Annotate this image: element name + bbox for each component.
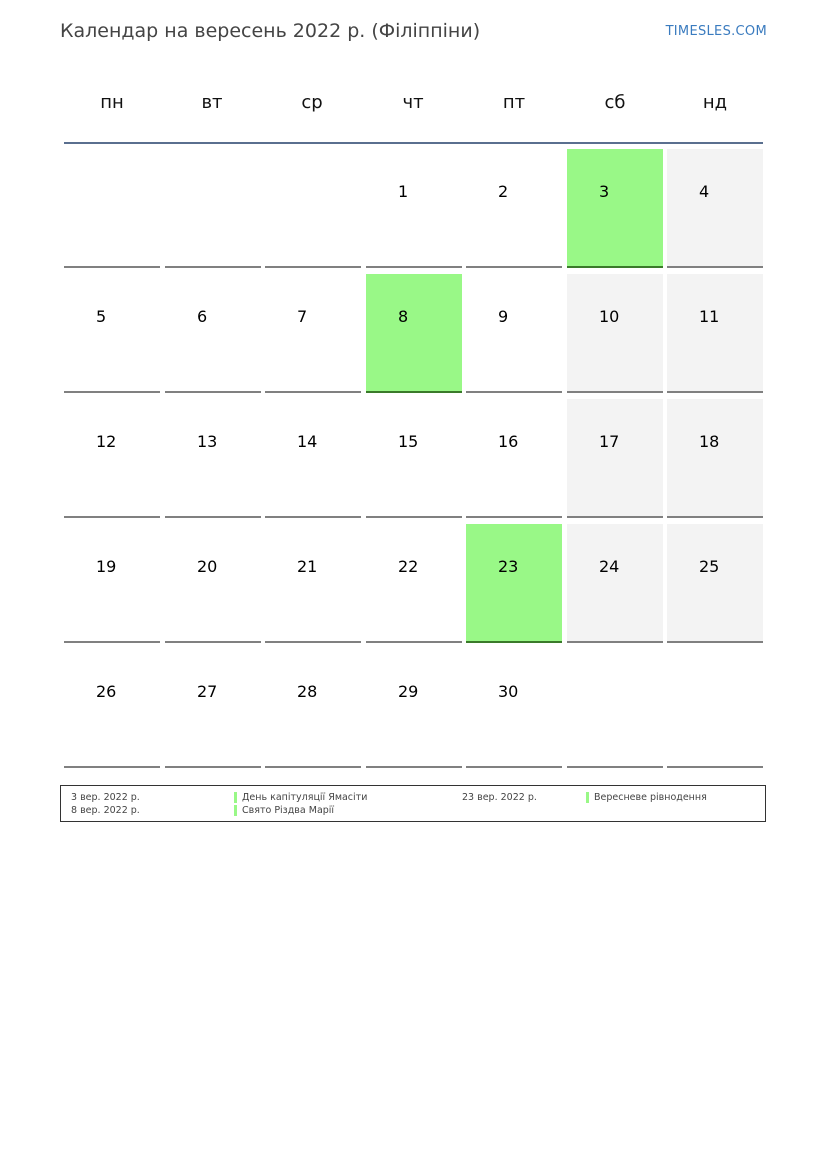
holiday-marker-icon	[234, 792, 237, 803]
holiday-legend	[60, 785, 766, 822]
calendar-day-28	[265, 649, 361, 768]
header-divider	[64, 142, 763, 144]
day-number: 23	[498, 557, 519, 576]
calendar-empty-cell	[265, 149, 361, 268]
page-title: Календар на вересень 2022 р. (Філіппіни)	[60, 20, 481, 42]
calendar-empty-cell	[567, 649, 663, 768]
day-number: 11	[699, 307, 720, 326]
legend-date: 3 вер. 2022 р.	[71, 792, 140, 803]
calendar-day-4	[667, 149, 763, 268]
day-number: 20	[197, 557, 218, 576]
day-number: 26	[96, 682, 117, 701]
day-number: 1	[398, 182, 409, 201]
weekday-fri: пт	[502, 92, 526, 113]
calendar-day-13	[165, 399, 261, 518]
day-number: 9	[498, 307, 509, 326]
legend-holiday-name: Свято Різдва Марії	[242, 805, 335, 816]
calendar-day-18	[667, 399, 763, 518]
calendar-day-24	[567, 524, 663, 643]
weekday-thu: чт	[402, 92, 424, 113]
calendar-day-19	[64, 524, 160, 643]
calendar-day-15	[366, 399, 462, 518]
day-number: 29	[398, 682, 419, 701]
day-number: 28	[297, 682, 318, 701]
day-number: 17	[599, 432, 620, 451]
day-number: 27	[197, 682, 218, 701]
calendar-day-30	[466, 649, 562, 768]
calendar-day-23	[466, 524, 562, 643]
calendar-day-9	[466, 274, 562, 393]
day-number: 19	[96, 557, 117, 576]
day-number: 6	[197, 307, 208, 326]
weekday-wed: ср	[301, 92, 323, 113]
legend-holiday-name: День капітуляції Ямасіти	[242, 792, 368, 803]
calendar-day-3	[567, 149, 663, 268]
day-number: 24	[599, 557, 620, 576]
legend-date: 8 вер. 2022 р.	[71, 805, 140, 816]
day-number: 15	[398, 432, 419, 451]
day-number: 8	[398, 307, 409, 326]
calendar-day-22	[366, 524, 462, 643]
calendar-day-8	[366, 274, 462, 393]
calendar-day-26	[64, 649, 160, 768]
calendar-empty-cell	[165, 149, 261, 268]
calendar-day-10	[567, 274, 663, 393]
calendar-empty-cell	[667, 649, 763, 768]
day-number: 2	[498, 182, 509, 201]
legend-date: 23 вер. 2022 р.	[462, 792, 537, 803]
weekday-sun: нд	[702, 92, 728, 113]
weekday-mon: пн	[100, 92, 124, 113]
day-number: 25	[699, 557, 720, 576]
legend-holiday-name: Вересневе рівнодення	[594, 792, 707, 803]
day-number: 7	[297, 307, 308, 326]
calendar-day-1	[366, 149, 462, 268]
calendar-day-7	[265, 274, 361, 393]
weekday-tue: вт	[201, 92, 223, 113]
weekday-header	[62, 92, 765, 116]
day-number: 12	[96, 432, 117, 451]
holiday-marker-icon	[234, 805, 237, 816]
day-number: 30	[498, 682, 519, 701]
day-number: 18	[699, 432, 720, 451]
calendar-empty-cell	[64, 149, 160, 268]
day-number: 22	[398, 557, 419, 576]
calendar-day-11	[667, 274, 763, 393]
calendar-day-27	[165, 649, 261, 768]
day-number: 5	[96, 307, 107, 326]
calendar-day-20	[165, 524, 261, 643]
site-link[interactable]: TIMESLES.COM	[665, 24, 767, 39]
day-number: 16	[498, 432, 519, 451]
day-number: 21	[297, 557, 318, 576]
day-number: 10	[599, 307, 620, 326]
day-number: 14	[297, 432, 318, 451]
calendar-day-14	[265, 399, 361, 518]
calendar-day-6	[165, 274, 261, 393]
calendar-day-5	[64, 274, 160, 393]
weekday-sat: сб	[604, 92, 626, 113]
calendar-day-16	[466, 399, 562, 518]
calendar-day-17	[567, 399, 663, 518]
day-number: 13	[197, 432, 218, 451]
calendar-day-12	[64, 399, 160, 518]
holiday-marker-icon	[586, 792, 589, 803]
calendar-day-21	[265, 524, 361, 643]
day-number: 4	[699, 182, 710, 201]
calendar-day-29	[366, 649, 462, 768]
calendar-day-25	[667, 524, 763, 643]
day-number: 3	[599, 182, 610, 201]
calendar-day-2	[466, 149, 562, 268]
calendar-grid	[64, 149, 763, 771]
